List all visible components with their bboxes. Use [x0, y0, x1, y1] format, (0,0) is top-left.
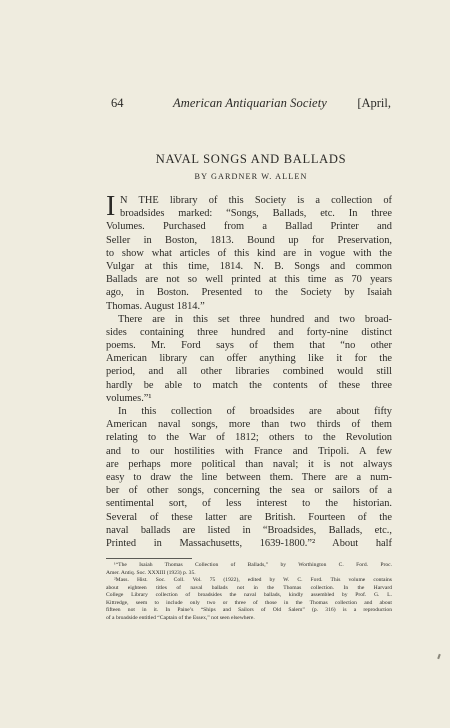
article-byline: BY GARDNER W. ALLEN: [194, 172, 308, 181]
body-line: poems. Mr. Ford says of them that “no other: [106, 340, 392, 352]
footnote-line: fifteen not in it. In Paine’s “Ships and Sailors of Old Salem” (p. 316) is a reproduction: [106, 607, 392, 613]
article-title: NAVAL SONGS AND BALLADS: [155, 152, 347, 166]
journal-title: American Antiquarian Society: [173, 96, 327, 110]
body-line: Volumes. Purchased from a Ballad Printer and: [106, 221, 392, 233]
footnote-line: ²Mass. Hist. Soc. Coll. Vol. 75 (1922), edited by W. C. Ford. This volume contains: [114, 577, 392, 583]
footnote-line: Amer. Antiq. Soc. XXXIII (1923) p. 35.: [106, 569, 196, 576]
body-line: to show what articles of this kind are in vogue with the: [106, 247, 392, 259]
body-line: naval ballads are listed in “Broadsides, Ballads, etc.,: [106, 524, 392, 536]
body-line: Ballads are not so well printed at this time as 70 years: [106, 274, 392, 286]
body-line: sides containing three hundred and forty-nine distinct: [106, 326, 392, 338]
page-number: 64: [111, 96, 124, 110]
body-line: Vulgar at this time, 1814. N. B. Songs and common: [106, 260, 392, 272]
body-line: ago, in Boston. Presented to the Society by Isaiah: [106, 287, 392, 299]
body-line: There are in this set three hundred and two broad-: [118, 313, 392, 325]
body-line: American library can offer anything like it for the: [106, 353, 392, 365]
running-head: [111, 96, 391, 114]
footnote-line: ¹“The Isaiah Thomas Collection of Ballads,” by Worthington C. Ford. Proc.: [114, 562, 392, 568]
body-line: easy to draw the line between them. There are a num-: [106, 471, 392, 483]
footnote-line: College Library collection of broadsides the naval ballads, kindly assembled by Prof. G. L.: [106, 592, 392, 598]
body-line: N THE library of this Society is a collection of: [120, 195, 392, 206]
body-line: Thomas. August 1814.”: [106, 300, 205, 312]
body-line: In this collection of broadsides are about fifty: [118, 406, 392, 417]
body-line: volumes.”¹: [106, 392, 152, 404]
body-line: relating to the War of 1812; others to the Revolution: [106, 432, 392, 444]
body-line: sentimental sort, of less interest to the historian.: [106, 498, 392, 510]
body-line: Seller in Boston, 1813. Bound up for Preservation,: [106, 234, 392, 246]
paper-speck: [437, 654, 441, 659]
drop-cap: I: [106, 191, 116, 222]
footnotes: [106, 562, 392, 622]
body-line: are perhaps more political than naval; it is not always: [106, 458, 392, 470]
body-line: ber of other songs, concerning the sea or sailors of a: [106, 485, 392, 497]
body-line: broadsides marked: “Songs, Ballads, etc. In three: [120, 208, 392, 220]
footnote-line: about eighteen titles of naval ballads not in the Thomas collection. In the Harvard: [106, 584, 392, 591]
body-line: period, and all other libraries combined would still: [106, 366, 392, 378]
body-line: Several of these latter are British. Fourteen of the: [106, 511, 392, 523]
article-body: [106, 191, 392, 550]
body-line: Printed in Massachusetts, 1639-1800.”² About half: [106, 537, 392, 549]
footnote-line: of a broadside entitled “Captain of the Essex,” not seen elsewhere.: [106, 614, 255, 621]
body-line: and to our hostilities with France and Tripoli. A few: [106, 445, 392, 457]
body-line: American naval songs, more than two thirds of them: [106, 419, 392, 431]
issue-month: [April,: [357, 96, 391, 110]
footnote-line: Kittredge, seem to include only two or three of those in the Thomas collection and about: [106, 599, 392, 606]
body-line: hardly be able to match the contents of these three: [106, 379, 392, 391]
footnote-rule: [106, 558, 192, 559]
